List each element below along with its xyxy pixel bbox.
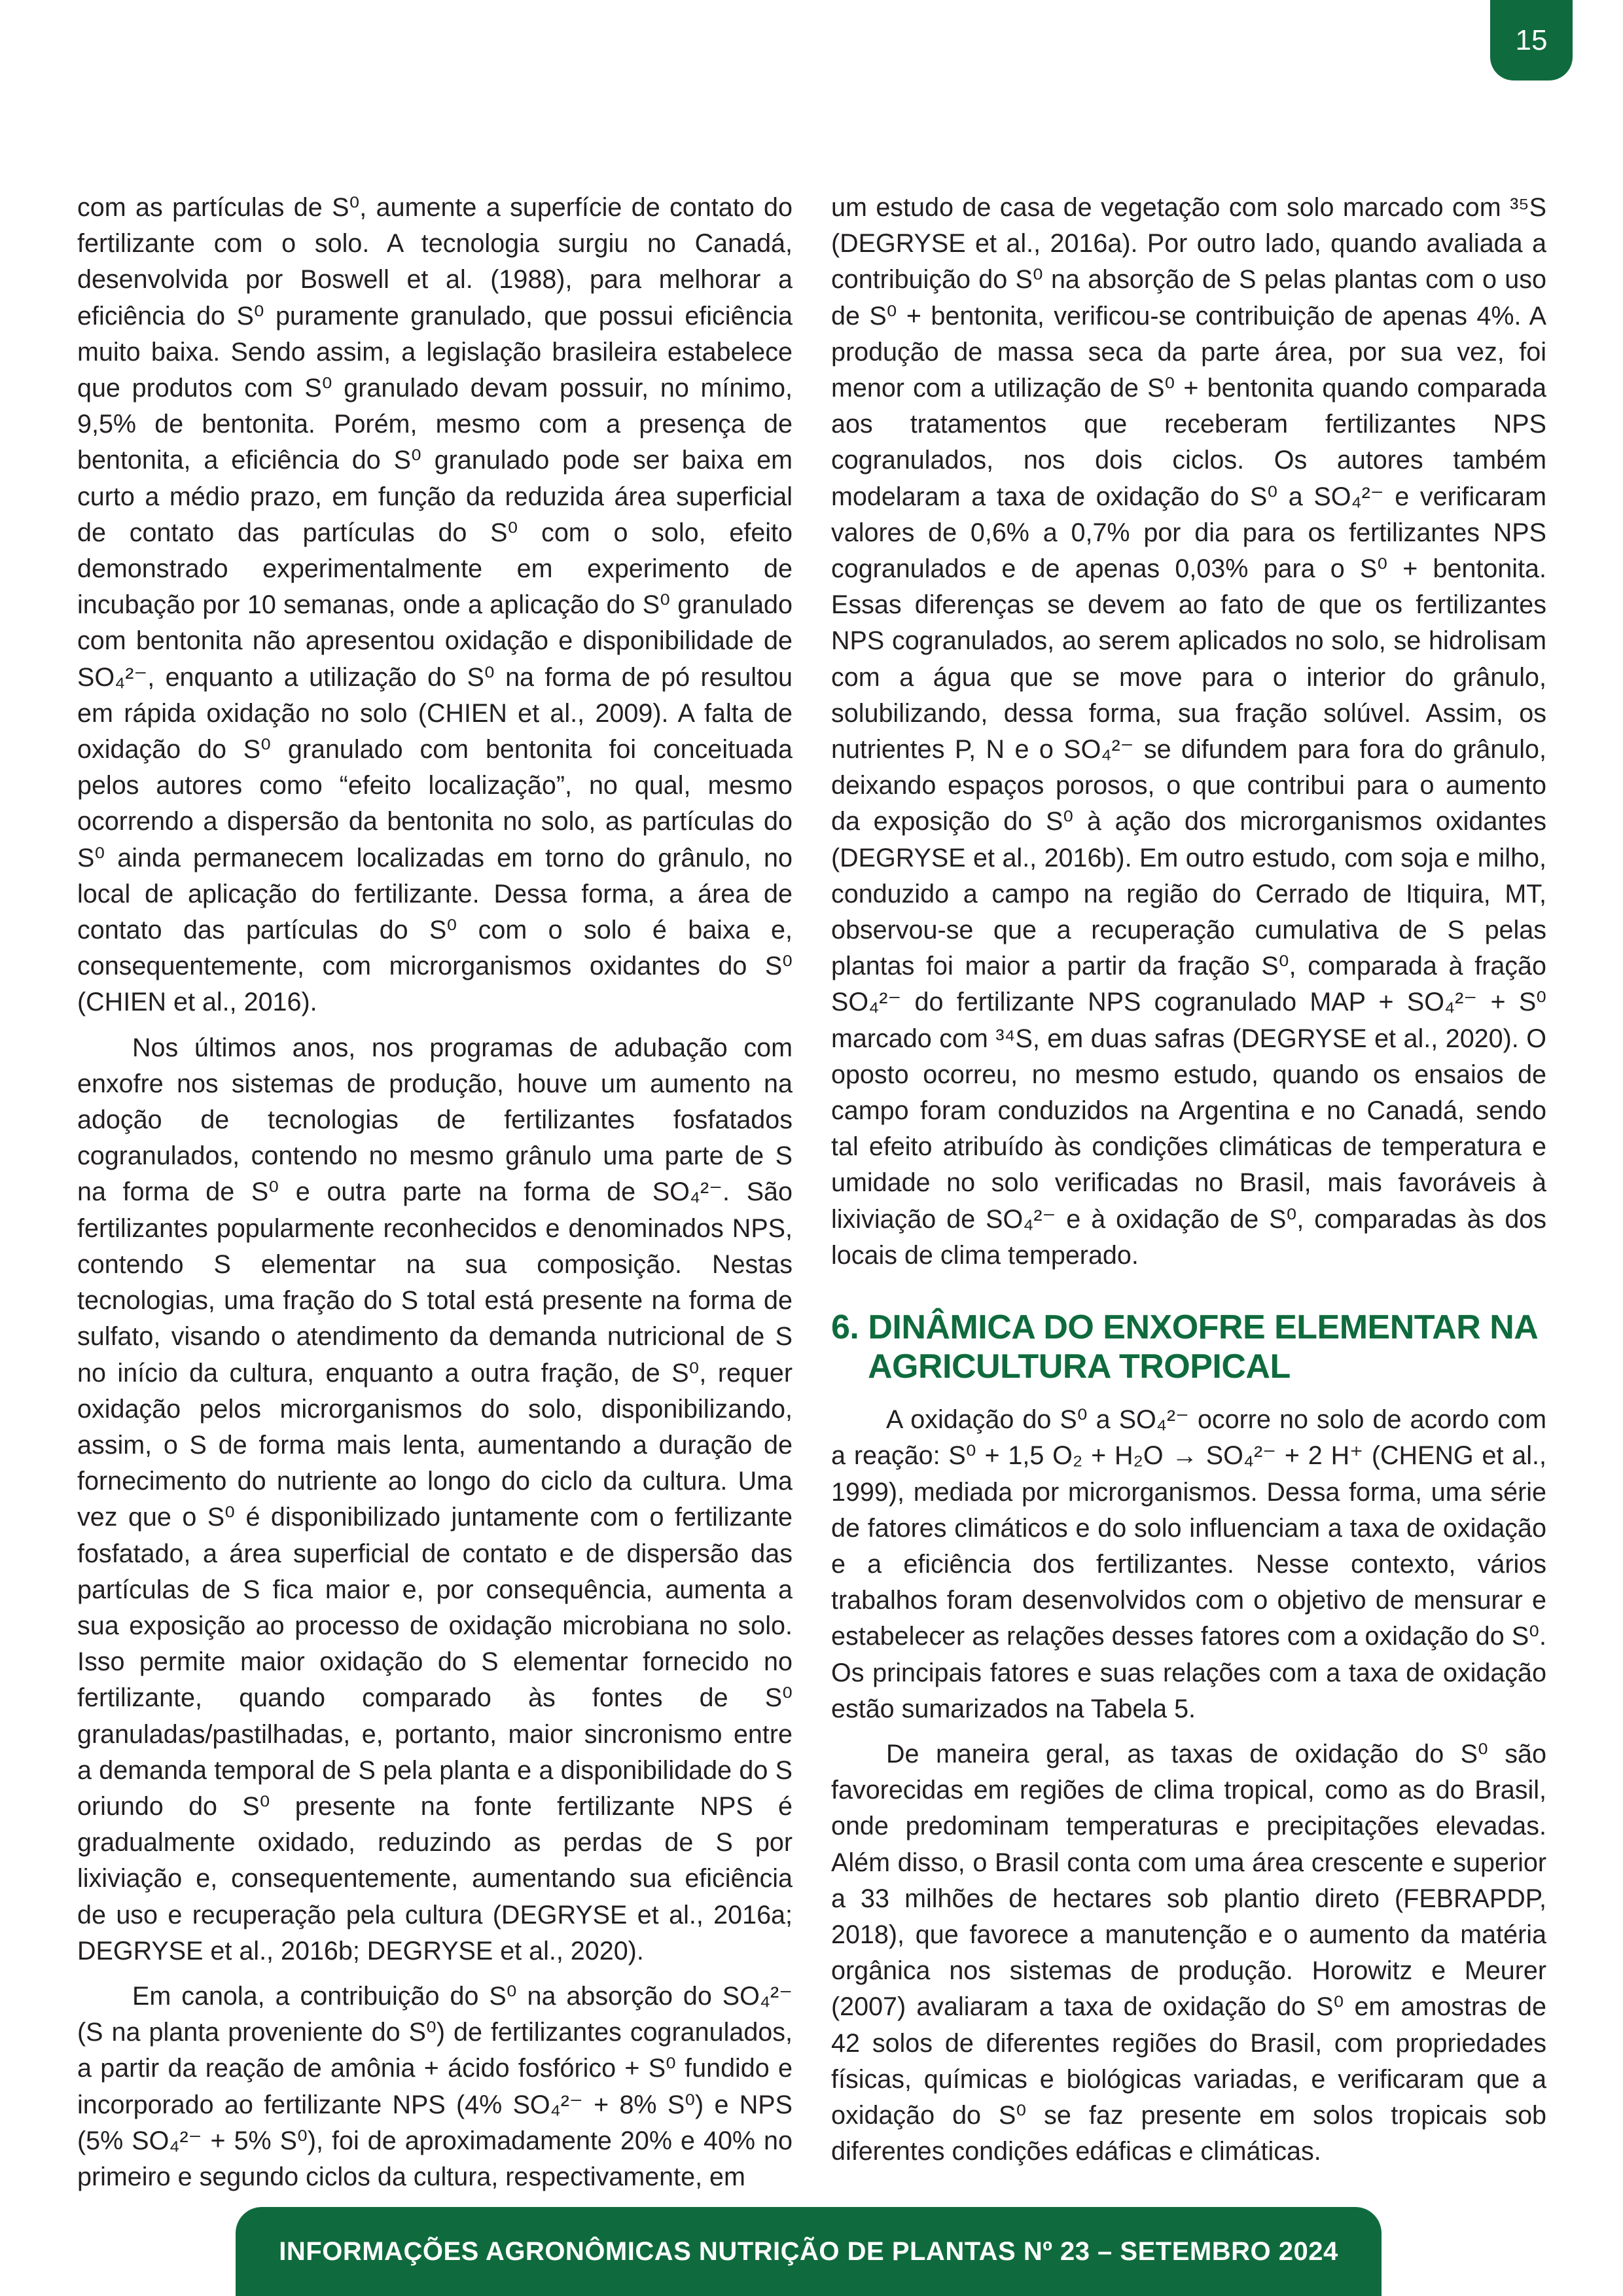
right-column: [831, 190, 1546, 2170]
footer-text: INFORMAÇÕES AGRONÔMICAS NUTRIÇÃO DE PLANTAS Nº 23 – SETEMBRO 2024: [279, 2236, 1338, 2266]
section-title-line-2: AGRICULTURA TROPICAL: [868, 1348, 1291, 1386]
page-number-tab: [1490, 0, 1573, 81]
left-column: [77, 190, 793, 2195]
section-title-line-1: DINÂMICA DO ENXOFRE ELEMENTAR NA: [868, 1308, 1539, 1347]
left-paragraph-1: com as partículas de S⁰, aumente a superfície de contato do fertilizante com o solo. A tecnologia surgiu no Canadá, desenvolvida por Boswell et al. (1988), para melhorar a eficiência do S⁰ puramente granulado, que possui eficiência muito baixa. Sendo assim, a legislação brasileira estabelece que produtos com S⁰ granulado devam possuir, no mínimo, 9,5% de bentonita. Porém, mesmo com a presença de bentonita, a eficiência do S⁰ granulado pode ser baixa em curto a médio prazo, em função da reduzida área superficial de contato das partículas do S⁰ com o solo, efeito demonstrado experimentalmente em experimento de incubação por 10 semanas, onde a aplicação do S⁰ granulado com bentonita não apresentou oxidação e disponibilidade de SO₄²⁻, enquanto a utilização do S⁰ na forma de pó resultou em rápida oxidação no solo (CHIEN et al., 2009). A falta de oxidação do S⁰ granulado com bentonita foi conceituada pelos autores como “efeito localização”, no qual, mesmo ocorrendo a dispersão da bentonita no solo, as partículas do S⁰ ainda permanecem localizadas em torno do grânulo, no local de aplicação do fertilizante. Dessa forma, a área de contato das partículas do S⁰ com o solo é baixa e, consequentemente, com microrganismos oxidantes do S⁰ (CHIEN et al., 2016).: [77, 193, 793, 1017]
section-heading: [831, 1308, 1546, 1386]
right-paragraph-3: De maneira geral, as taxas de oxidação do S⁰ são favorecidas em regiões de clima tropical, como as do Brasil, onde predominam temperaturas e precipitações elevadas. Além disso, o Brasil conta com uma área crescente e superior a 33 milhões de hectares sob plantio direto (FEBRAPDP, 2018), que favorece a manutenção e o aumento da matéria orgânica nos sistemas de produção. Horowitz e Meurer (2007) avaliaram a taxa de oxidação do S⁰ em amostras de 42 solos de diferentes regiões do Brasil, com propriedades físicas, químicas e biológicas variadas, e verificaram que a oxidação do S⁰ se faz presente em solos tropicais sob diferentes condições edáficas e climáticas.: [831, 1739, 1546, 2166]
section-number: 6.: [831, 1308, 868, 1347]
page-number: 15: [1515, 24, 1548, 56]
footer-bar: [236, 2207, 1382, 2296]
right-paragraph-1: um estudo de casa de vegetação com solo marcado com ³⁵S (DEGRYSE et al., 2016a). Por outro lado, quando avaliada a contribuição do S⁰ na absorção de S pelas plantas com o uso de S⁰ + bentonita, verificou-se contribuição de apenas 4%. A produção de massa seca da parte área, por sua vez, foi menor com a utilização de S⁰ + bentonita quando comparada aos tratamentos que receberam fertilizantes NPS cogranulados, nos dois ciclos. Os autores também modelaram a taxa de oxidação do S⁰ a SO₄²⁻ e verificaram valores de 0,6% a 0,7% por dia para os fertilizantes NPS cogranulados e de apenas 0,03% para o S⁰ + bentonita. Essas diferenças se devem ao fato de que os fertilizantes NPS cogranulados, ao serem aplicados no solo, se hidrolisam com a água que se move para o interior do grânulo, solubilizando, dessa forma, sua fração solúvel. Assim, os nutrientes P, N e o SO₄²⁻ se difundem para fora do grânulo, deixando espaços porosos, o que contribui para o aumento da exposição do S⁰ à ação dos microrganismos oxidantes (DEGRYSE et al., 2016b). Em outro estudo, com soja e milho, conduzido a campo na região do Cerrado de Itiquira, MT, observou-se que a recuperação cumulativa de S pelas plantas foi maior a partir da fração S⁰, comparada à fração SO₄²⁻ do fertilizante NPS cogranulado MAP + SO₄²⁻ + S⁰ marcado com ³⁴S, em duas safras (DEGRYSE et al., 2020). O oposto ocorreu, no mesmo estudo, quando os ensaios de campo foram conduzidos na Argentina e no Canadá, sendo tal efeito atribuído às condições climáticas de temperatura e umidade no solo verificadas no Brasil, mais favoráveis à lixiviação de SO₄²⁻ e à oxidação de S⁰, comparadas às dos locais de clima temperado.: [831, 193, 1546, 1270]
left-paragraph-2: Nos últimos anos, nos programas de adubação com enxofre nos sistemas de produção, houve um aumento na adoção de tecnologias de fertilizantes fosfatados cogranulados, contendo no mesmo grânulo uma parte de S na forma de S⁰ e outra parte na forma de SO₄²⁻. São fertilizantes popularmente reconhecidos e denominados NPS, contendo S elementar na sua composição. Nestas tecnologias, uma fração do S total está presente na forma de sulfato, visando o atendimento da demanda nutricional de S no início da cultura, enquanto a outra fração, de S⁰, requer oxidação pelos microrganismos do solo, disponibilizando, assim, o S de forma mais lenta, aumentando a duração de fornecimento do nutriente ao longo do ciclo da cultura. Uma vez que o S⁰ é disponibilizado juntamente com o fertilizante fosfatado, a área superficial de contato e de dispersão das partículas de S fica maior e, por consequência, aumenta a sua exposição ao processo de oxidação microbiana no solo. Isso permite maior oxidação do S elementar fornecido no fertilizante, quando comparado às fontes de S⁰ granuladas/pastilhadas, e, portanto, maior sincronismo entre a demanda temporal de S pela planta e a disponibilidade do S oriundo do S⁰ presente na fonte fertilizante NPS é gradualmente oxidado, reduzindo as perdas de S por lixiviação e, consequentemente, aumentando sua eficiência de uso e recuperação pela cultura (DEGRYSE et al., 2016a; DEGRYSE et al., 2016b; DEGRYSE et al., 2020).: [77, 1033, 793, 1965]
left-paragraph-3: Em canola, a contribuição do S⁰ na absorção do SO₄²⁻ (S na planta proveniente do S⁰) de fertilizantes cogranulados, a partir da reação de amônia + ácido fosfórico + S⁰ fundido e incorporado ao fertilizante NPS (4% SO₄²⁻ + 8% S⁰) e NPS (5% SO₄²⁻ + 5% S⁰), foi de aproximadamente 20% e 40% no primeiro e segundo ciclos da cultura, respectivamente, em: [77, 1981, 793, 2191]
right-paragraph-2: A oxidação do S⁰ a SO₄²⁻ ocorre no solo de acordo com a reação: S⁰ + 1,5 O₂ + H₂O → SO₄²⁻ + 2 H⁺ (CHENG et al., 1999), mediada por microrganismos. Dessa forma, uma série de fatores climáticos e do solo influenciam a taxa de oxidação e a eficiência dos fertilizantes. Nesse contexto, vários trabalhos foram desenvolvidos com o objetivo de mensurar e estabelecer as relações desses fatores com a oxidação do S⁰. Os principais fatores e suas relações com a taxa de oxidação estão sumarizados na Tabela 5.: [831, 1405, 1546, 1723]
